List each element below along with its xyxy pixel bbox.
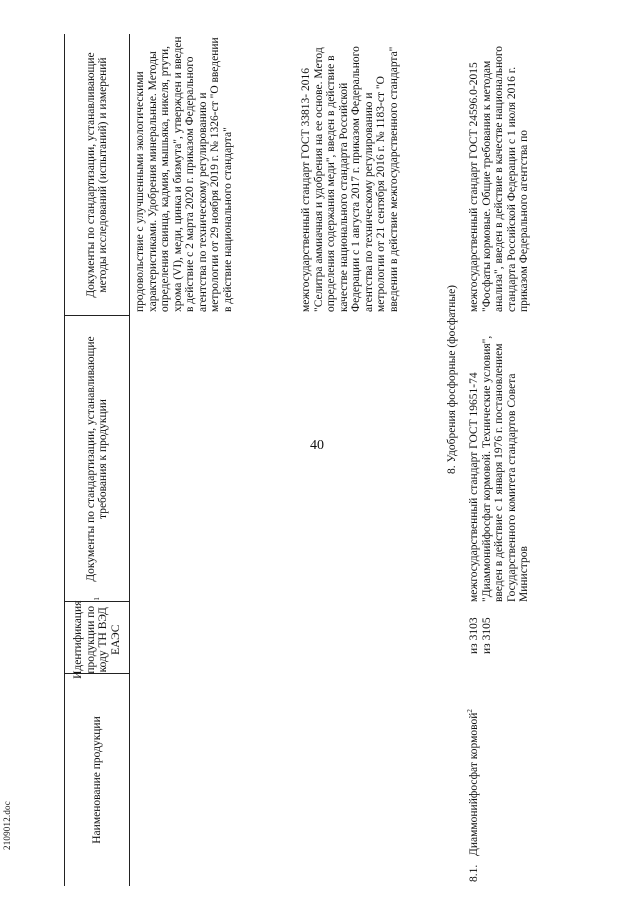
tn-ved-codes: [468, 600, 493, 654]
requirements-gost-19651: межгосударственный стандарт ГОСТ 19651-74 "Диаммонийфосфат кормовой. Технические условия", введен в действие с 1 января 1976 г. постановлением Государственного комитета стандартов Совета Министров: [468, 335, 530, 602]
document-filename: 2109012.doc: [2, 801, 12, 850]
section-heading: 8. Удобрения фосфорные (фосфатные): [446, 284, 458, 474]
header-requirements: Документы по стандартизации, устанавливающие требования к продукции: [84, 336, 109, 582]
tn-ved-code: из 3103: [468, 617, 480, 654]
page-number: 40: [310, 438, 324, 453]
methods-gost-24596: межгосударственный стандарт ГОСТ 24596.0-2015 "Фосфаты кормовые. Общие требования к методам анализа", введен в действие в качестве национального стандарта Российской Федерации с 1 июля 2016 г. приказом Федерального агентства по: [468, 45, 530, 312]
header-code: Идентификация продукции по коду ТН ВЭД ЕАЭС 1: [72, 597, 122, 679]
header-name: Наименование продукции: [90, 716, 103, 844]
header-methods: Документы по стандартизации, устанавливающие методы исследований (испытаний) и измерений: [84, 52, 109, 298]
product-name: Диаммонийфосфат кормовой$^2$: [466, 709, 480, 856]
table-header: [64, 34, 130, 886]
row-number: 8.1.: [468, 864, 480, 882]
methods-continued-text: продовольствие с улучшенными экологическими характеристиками. Удобрения минеральные. Методы определения свинца, кадмия, мышьяка, никеля, ртути, хрома (VI), меди, цинка и бизмута", утвержден и введен в действие с 2 марта 2020 г. приказом Федерального агентства по техническому регулированию и метрологии от 29 ноября 2019 г. № 1326-ст "О введении в действие национального стандарта": [134, 36, 234, 312]
rotated-table: [64, 34, 590, 886]
tn-ved-code: из 3105: [480, 617, 493, 654]
methods-gost-33813: межгосударственный стандарт ГОСТ 33813- 2016 "Селитра аммиачная и удобрения на ее основе. Метод определения содержания меди", введен в действие в качестве национального стандарта Российской Федерации с 1 августа 2017 г. приказом Федерального агентства по техническому регулированию и метрологии от 21 сентября 2016 г. № 1183-ст "О введении в действие межгосударственного стандарта": [300, 46, 400, 312]
